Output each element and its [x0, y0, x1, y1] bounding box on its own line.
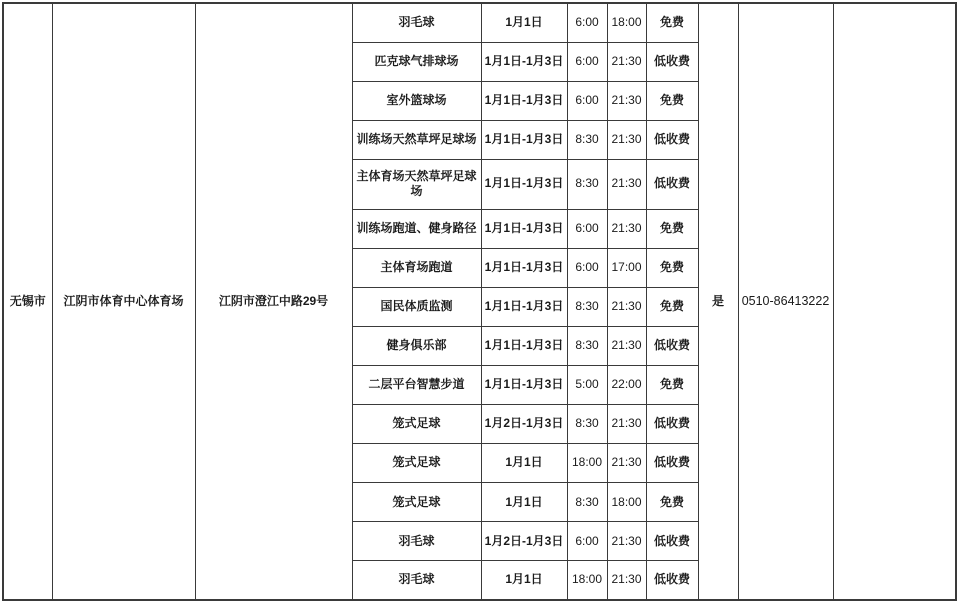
venue-cell: 主体育场天然草坪足球场: [352, 159, 481, 209]
dates-cell: 1月2日-1月3日: [481, 405, 567, 444]
open-time-cell: 18:00: [567, 561, 607, 600]
dates-cell: 1月1日-1月3日: [481, 81, 567, 120]
venue-cell: 羽毛球: [352, 3, 481, 42]
dates-cell: 1月1日: [481, 3, 567, 42]
venue-cell: 羽毛球: [352, 522, 481, 561]
venue-cell: 健身俱乐部: [352, 327, 481, 366]
fee-cell: 低收费: [646, 327, 698, 366]
phone-cell: 0510-86413222: [738, 3, 833, 600]
venue-cell: 训练场天然草坪足球场: [352, 120, 481, 159]
facility-name-cell: 江阴市体育中心体育场: [52, 3, 195, 600]
dates-cell: 1月1日-1月3日: [481, 120, 567, 159]
open-time-cell: 6:00: [567, 248, 607, 287]
open-time-cell: 8:30: [567, 287, 607, 326]
fee-cell: 低收费: [646, 120, 698, 159]
dates-cell: 1月1日-1月3日: [481, 209, 567, 248]
fee-cell: 免费: [646, 3, 698, 42]
fee-cell: 免费: [646, 366, 698, 405]
dates-cell: 1月2日-1月3日: [481, 522, 567, 561]
dates-cell: 1月1日-1月3日: [481, 287, 567, 326]
venue-cell: 笼式足球: [352, 405, 481, 444]
reservation-required-cell: 是: [698, 3, 738, 600]
close-time-cell: 22:00: [607, 366, 646, 405]
fee-cell: 低收费: [646, 405, 698, 444]
address-cell: 江阴市澄江中路29号: [195, 3, 352, 600]
dates-cell: 1月1日: [481, 561, 567, 600]
close-time-cell: 17:00: [607, 248, 646, 287]
open-time-cell: 5:00: [567, 366, 607, 405]
venue-cell: 二层平台智慧步道: [352, 366, 481, 405]
dates-cell: 1月1日-1月3日: [481, 327, 567, 366]
open-time-cell: 8:30: [567, 120, 607, 159]
open-time-cell: 6:00: [567, 209, 607, 248]
open-time-cell: 8:30: [567, 483, 607, 522]
open-time-cell: 8:30: [567, 159, 607, 209]
venue-cell: 训练场跑道、健身路径: [352, 209, 481, 248]
close-time-cell: 21:30: [607, 287, 646, 326]
close-time-cell: 21:30: [607, 81, 646, 120]
close-time-cell: 18:00: [607, 3, 646, 42]
city-cell: 无锡市: [3, 3, 52, 600]
empty-cell: [833, 3, 956, 600]
dates-cell: 1月1日-1月3日: [481, 366, 567, 405]
close-time-cell: 21:30: [607, 405, 646, 444]
close-time-cell: 21:30: [607, 444, 646, 483]
fee-cell: 低收费: [646, 444, 698, 483]
fee-cell: 免费: [646, 209, 698, 248]
fee-cell: 免费: [646, 81, 698, 120]
venue-cell: 匹克球气排球场: [352, 42, 481, 81]
fee-cell: 免费: [646, 248, 698, 287]
open-time-cell: 6:00: [567, 3, 607, 42]
dates-cell: 1月1日-1月3日: [481, 248, 567, 287]
open-time-cell: 6:00: [567, 522, 607, 561]
close-time-cell: 21:30: [607, 561, 646, 600]
venue-cell: 国民体质监测: [352, 287, 481, 326]
facility-schedule-table: [2, 2, 957, 601]
venue-cell: 室外篮球场: [352, 81, 481, 120]
open-time-cell: 18:00: [567, 444, 607, 483]
venue-cell: 笼式足球: [352, 444, 481, 483]
venue-cell: 羽毛球: [352, 561, 481, 600]
dates-cell: 1月1日: [481, 483, 567, 522]
close-time-cell: 21:30: [607, 159, 646, 209]
close-time-cell: 21:30: [607, 209, 646, 248]
close-time-cell: 18:00: [607, 483, 646, 522]
open-time-cell: 6:00: [567, 42, 607, 81]
open-time-cell: 8:30: [567, 405, 607, 444]
open-time-cell: 6:00: [567, 81, 607, 120]
table-row: [3, 3, 956, 42]
fee-cell: 低收费: [646, 522, 698, 561]
venue-cell: 笼式足球: [352, 483, 481, 522]
close-time-cell: 21:30: [607, 120, 646, 159]
fee-cell: 低收费: [646, 159, 698, 209]
dates-cell: 1月1日: [481, 444, 567, 483]
close-time-cell: 21:30: [607, 327, 646, 366]
fee-cell: 低收费: [646, 42, 698, 81]
fee-cell: 低收费: [646, 561, 698, 600]
fee-cell: 免费: [646, 287, 698, 326]
close-time-cell: 21:30: [607, 522, 646, 561]
open-time-cell: 8:30: [567, 327, 607, 366]
fee-cell: 免费: [646, 483, 698, 522]
dates-cell: 1月1日-1月3日: [481, 159, 567, 209]
venue-cell: 主体育场跑道: [352, 248, 481, 287]
close-time-cell: 21:30: [607, 42, 646, 81]
dates-cell: 1月1日-1月3日: [481, 42, 567, 81]
